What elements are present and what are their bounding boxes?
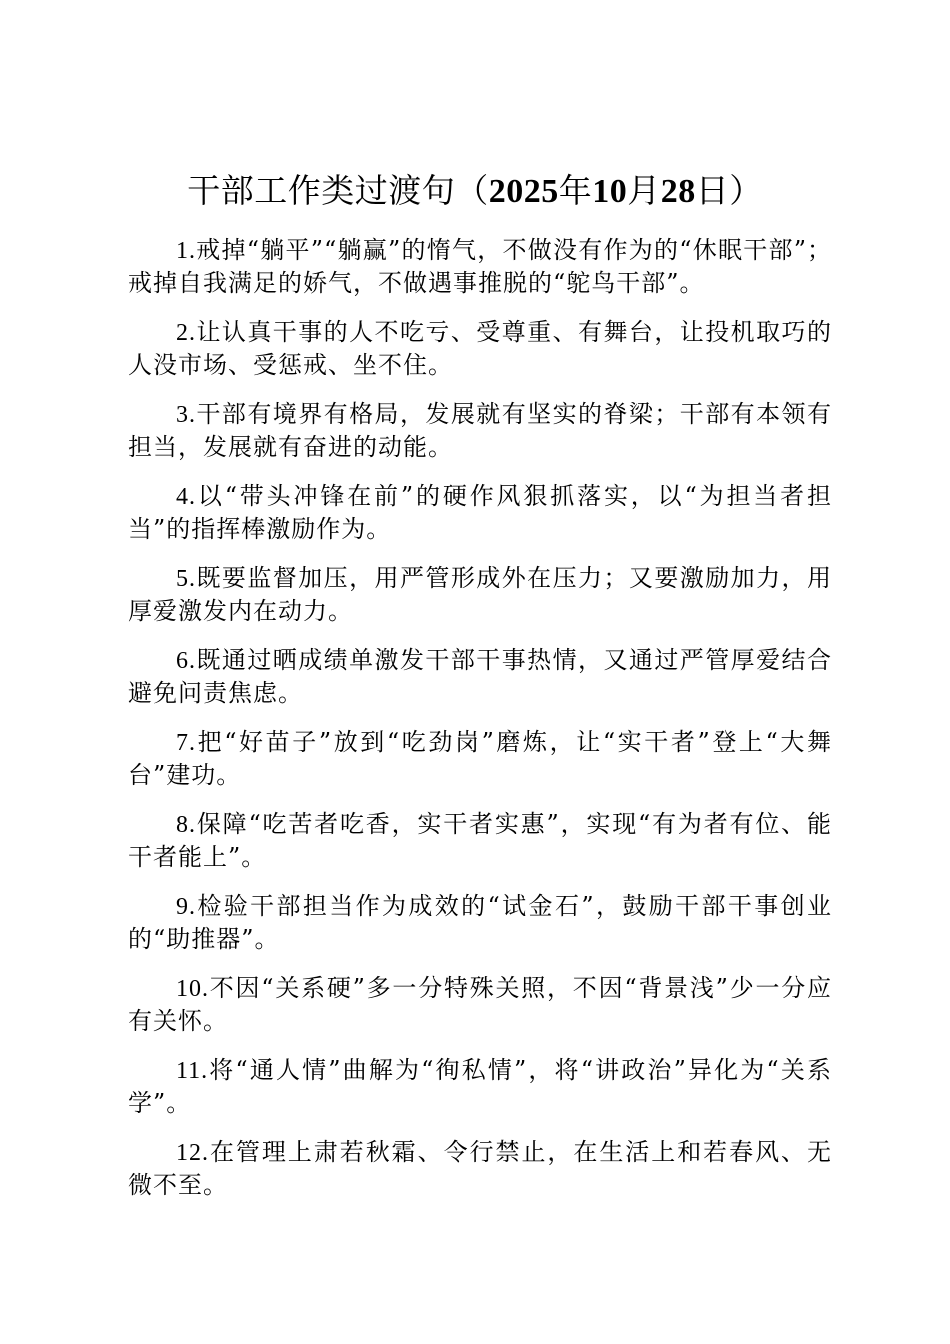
title-day: 28 xyxy=(660,173,696,210)
list-item xyxy=(128,234,832,298)
item-number: 8. xyxy=(176,812,196,838)
list-item xyxy=(128,562,832,626)
item-number: 1. xyxy=(176,238,196,264)
item-text: 既要监督加压，用严管形成外在压力；又要激励加力，用厚爱激发内在动力。 xyxy=(128,564,832,625)
sentence-list xyxy=(128,234,832,1218)
item-text: 把“好苗子”放到“吃劲岗”磨炼，让“实干者”登上“大舞台”建功。 xyxy=(128,728,832,789)
title-year-char: 年 xyxy=(558,171,593,210)
item-number: 4. xyxy=(176,484,196,510)
list-item xyxy=(128,398,832,462)
title-month: 10 xyxy=(592,173,628,210)
item-text: 戒掉“躺平”“躺赢”的惰气，不做没有作为的“休眠干部”；戒掉自我满足的娇气，不做遇事推脱的“鸵鸟干部”。 xyxy=(128,236,832,297)
list-item xyxy=(128,890,832,954)
title-prefix: 干部工作类过渡句（ xyxy=(187,171,489,210)
list-item xyxy=(128,480,832,544)
item-text: 干部有境界有格局，发展就有坚实的脊梁；干部有本领有担当，发展就有奋进的动能。 xyxy=(128,400,832,461)
item-text: 不因“关系硬”多一分特殊关照，不因“背景浅”少一分应有关怀。 xyxy=(128,974,832,1035)
item-number: 6. xyxy=(176,648,196,674)
item-text: 让认真干事的人不吃亏、受尊重、有舞台，让投机取巧的人没市场、受惩戒、坐不住。 xyxy=(128,318,832,379)
item-number: 5. xyxy=(176,566,196,592)
item-number: 11. xyxy=(176,1058,209,1084)
title-year: 2025 xyxy=(488,173,559,210)
item-text: 检验干部担当作为成效的“试金石”，鼓励干部干事创业的“助推器”。 xyxy=(128,892,832,953)
item-text: 以“带头冲锋在前”的硬作风狠抓落实，以“为担当者担当”的指挥棒激励作为。 xyxy=(128,482,832,543)
item-text: 在管理上肃若秋霜、令行禁止，在生活上和若春风、无微不至。 xyxy=(128,1138,832,1199)
item-text: 既通过晒成绩单激发干部干事热情，又通过严管厚爱结合避免问责焦虑。 xyxy=(128,646,832,707)
title-suffix: 日） xyxy=(695,171,763,210)
item-number: 12. xyxy=(176,1140,209,1166)
item-text: 保障“吃苦者吃香，实干者实惠”，实现“有为者有位、能干者能上”。 xyxy=(128,810,832,871)
list-item xyxy=(128,972,832,1036)
document-title xyxy=(0,168,950,215)
item-text: 将“通人情”曲解为“徇私情”，将“讲政治”异化为“关系学”。 xyxy=(128,1056,832,1117)
list-item xyxy=(128,808,832,872)
item-number: 7. xyxy=(176,730,196,756)
list-item xyxy=(128,1054,832,1118)
title-month-char: 月 xyxy=(627,171,661,210)
item-number: 3. xyxy=(176,402,196,428)
list-item xyxy=(128,316,832,380)
list-item xyxy=(128,644,832,708)
list-item xyxy=(128,726,832,790)
item-number: 2. xyxy=(176,320,196,346)
item-number: 10. xyxy=(176,976,209,1002)
list-item xyxy=(128,1136,832,1200)
item-number: 9. xyxy=(176,894,196,920)
